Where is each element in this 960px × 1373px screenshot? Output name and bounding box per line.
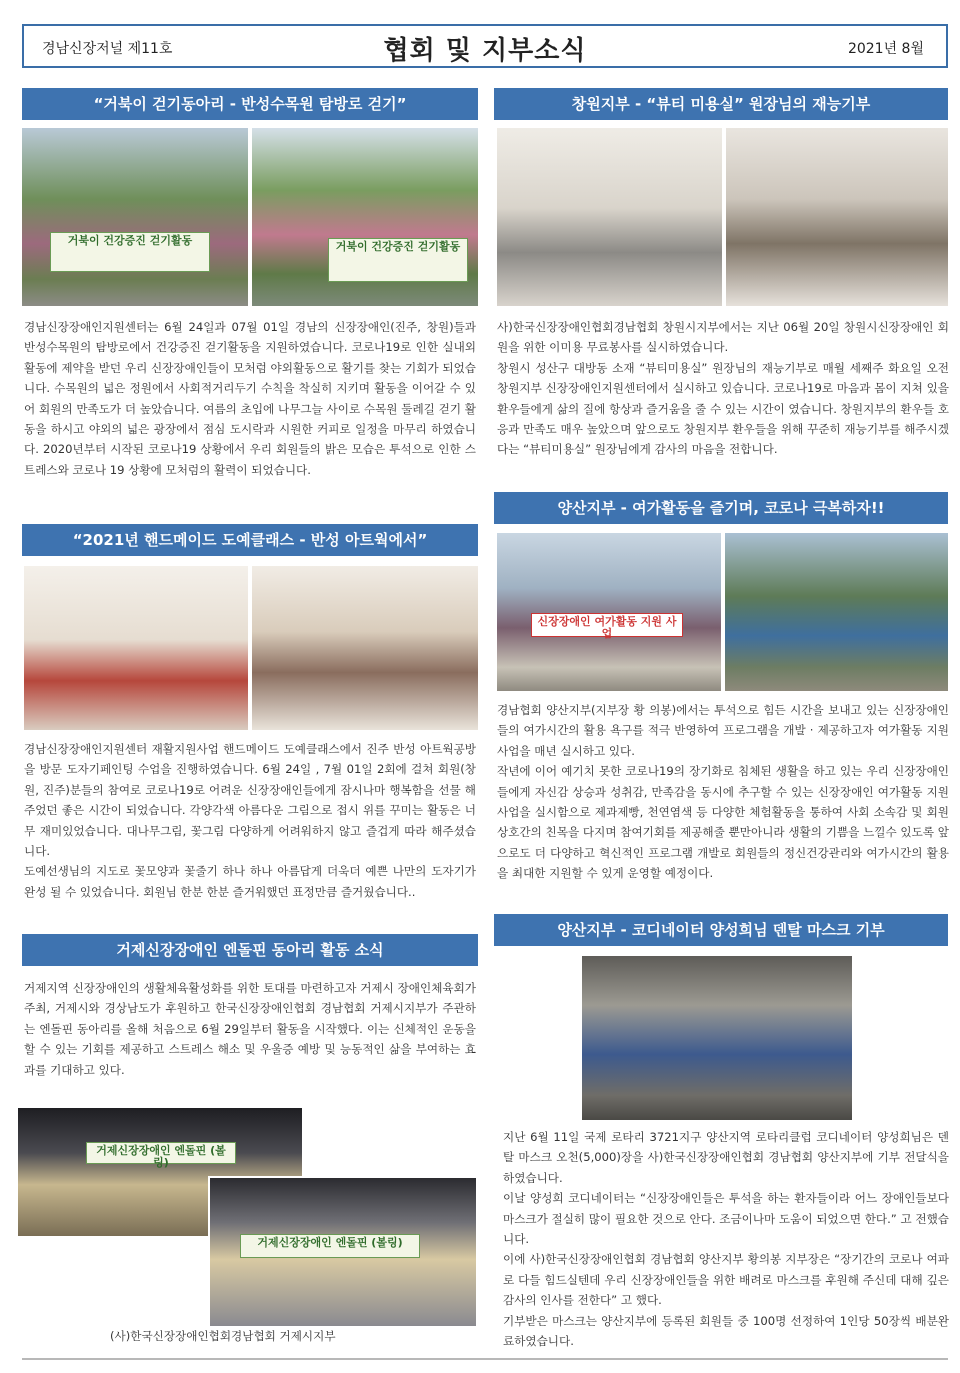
walk-body: 경남신장장애인지원센터는 6월 24일과 07월 01일 경남의 신장장애인(진주, 창원)들과 반성수목원의 탐방로에서 건강증진 걷기활동을 지원하였습니다. 코로나19로 인한 실내외 활동에 제약을 받던 우리 신장장애인들이 모처럼 야외활동으로 활기를 찾는 기회가 되었습니다. 수목원의 넓은 정원에서 사회적거리두기 수칙을 착실히 지키며 활동을 이어갈 수 있어 회원의 만족도가 더 높았습니다. 여름의 초입에 나무그늘 사이로 수목원 둘레길 걷기 활동을 하시고 야외의 넓은 광장에서 점심 도시락과 시원한 커피로 일정을 마무리 하였습니다. 2020년부터 시작된 코로나19 상황에서 우리 회원들의 밝은 모습은 투석으로 인한 스트레스와 코로나 19 상황에 모처럼의 활력이 되었습니다. bbox=[24, 320, 476, 477]
beauty-section-title: 창원지부 - “뷰티 미용실” 원장님의 재능기부 bbox=[494, 88, 948, 120]
mask-body: 지난 6월 11일 국제 로타리 3721지구 양산지역 로타리클럽 코디네이터 양성희님은 덴탈 마스크 오천(5,000)장을 사)한국신장장애인협회 경남협회 양산지부에 기부 전달식을 하였습니다. 이날 양성희 코디네이터는 “신장장애인들은 투석을 하는 환자들이라 어느 장애인들보다 마스크가 절실히 많이 필요한 것으로 안다. 조금이나마 도움이 되었으면 한다.” 고 전했습니다. 이에 사)한국신장장애인협회 경남협회 양산지부 황의봉 지부장은 “장기간의 코로나 여파로 다들 힘드실텐데 우리 신장장애인들을 위한 배려로 마스크를 후원해 주신데 대해 깊은 감사의 인사를 전한다” 고 했다. 기부받은 마스크는 양산지부에 등록된 회원들 중 100명 선정하여 1인당 50장씩 배분완료하였습니다. bbox=[503, 1130, 949, 1349]
bowling-banner-1: 거제신장장애인 엔돌핀 (볼링) bbox=[86, 1142, 236, 1164]
ceramic-body: 경남신장장애인지원센터 재활지원사업 핸드메이드 도예클래스에서 진주 반성 아트웍공방을 방문 도자기페인팅 수업을 진행하였습니다. 6월 24일 , 7월 01일 2회에 걸쳐 회원(창원, 진주)분들의 참여로 코로나19로 어려운 신장장애인들에게 잠시나마 행복함을 선물 해주었던 좋은 시간이 되었습니다. 각양각색 아름다운 그림으로 접시 위를 꾸미는 활동은 너무 재미있었습니다. 대나무그림, 꽃그림 다양하게 어려워하지 않고 즐겁게 따라 해주셨습니다. 도예선생님의 지도로 꽃모양과 꽃줄기 하나 하나 아름답게 더욱더 예쁜 나만의 도자기가 완성 될 수 있었습니다. 회원님 한분 한분 즐거워했던 표정만큼 즐거웠습니다.. bbox=[24, 742, 476, 899]
walk-banner-2: 거북이 건강증진 걷기활동 bbox=[328, 238, 468, 282]
bowling-photo-2 bbox=[208, 1176, 478, 1328]
walk-photo-2 bbox=[252, 128, 478, 306]
leisure-body: 경남협회 양산지부(지부장 황 의봉)에서는 투석으로 힘든 시간을 보내고 있는 신장장애인들의 여가시간의 활용 욕구를 적극 반영하여 프로그램을 개발 · 제공하고자 여가활동 지원사업을 매년 실시하고 있다. 작년에 이어 예기치 못한 코로나19의 장기화로 침체된 생활을 하고 있는 우리 신장장애인들에게 자신감 상승과 성취감, 만족감을 동시에 추구할 수 있는 신장장애인 여가활동 지원사업을 실시함으로 제과제빵, 천연염색 등 다양한 체험활동을 통하여 사회 소속감 및 회원 상호간의 친목을 다지며 참여기회를 제공해줄 뿐만아니라 생활의 기쁨을 느낄수 있도록 앞으로도 더 다양하고 혁신적인 프로그램 개발로 회원들의 정신건강관리와 여가시간의 활용을 최대한 지원할 수 있게 운영할 예정이다. bbox=[497, 703, 949, 881]
issue-date: 2021년 8월 bbox=[847, 41, 924, 57]
page-title: 협회 및 지부소식 bbox=[383, 36, 587, 66]
ceramic-section-title: “2021년 핸드메이드 도예클래스 - 반성 아트웍에서” bbox=[22, 524, 478, 556]
ceramic-photo-2 bbox=[252, 566, 478, 730]
ceramic-photo-1 bbox=[24, 566, 248, 730]
beauty-photo-2 bbox=[726, 128, 948, 306]
journal-issue: 경남신장저널 제11호 bbox=[42, 41, 173, 57]
walk-banner-1: 거북이 건강증진 걷기활동 bbox=[50, 232, 210, 272]
masthead bbox=[22, 24, 948, 68]
bowling-body: 거제지역 신장장애인의 생활체육활성화를 위한 토대를 마련하고자 거제시 장애인체육회가 주최, 거제시와 경상남도가 후원하고 한국신장장애인협회 경남협회 거제시지부가 주관하는 엔돌핀 동아리를 올해 처음으로 6월 29일부터 활동을 시작했다. 이는 신체적인 운동을 할 수 있는 기회를 제공하고 스트레스 해소 및 우울증 예방 및 능동적인 삶을 부여하는 효과를 기대하고 있다. bbox=[24, 981, 476, 1077]
bowling-caption: (사)한국신장장애인협회경남협회 거제시지부 bbox=[110, 1329, 336, 1343]
walk-photo-1 bbox=[22, 128, 248, 306]
beauty-body: 사)한국신장장애인협회경남협회 창원시지부에서는 지난 06월 20일 창원시신장장애인 회원을 위한 이미용 무료봉사를 실시하였습니다. 창원시 성산구 대방동 소재 “뷰티미용실” 원장님의 재능기부로 매월 세째주 화요일 오전 창원지부 신장장애인지원센터에서 실시하고 있습니다. 코로나19로 마음과 몸이 지쳐 있을 환우들에게 삶의 질에 항상과 즐거움을 줄 수 있는 시간이 였습니다. 창원지부의 환우들 호응과 만족도 매우 높았으며 앞으로도 창원지부 환우들을 위해 꾸준히 재능기부를 해주시겠다는 “뷰티미용실” 원장님에게 감사의 마음을 전합니다. bbox=[497, 320, 949, 457]
walk-section-title: “거북이 걷기동아리 - 반성수목원 탐방로 걷기” bbox=[22, 88, 478, 120]
mask-donation-photo bbox=[582, 956, 852, 1120]
bowling-section-title: 거제신장장애인 엔돌핀 동아리 활동 소식 bbox=[22, 934, 478, 966]
beauty-photo-1 bbox=[497, 128, 722, 306]
leisure-photo-1 bbox=[497, 533, 721, 691]
leisure-photo-2 bbox=[725, 533, 948, 691]
leisure-banner: 신장장애인 여가활동 지원 사업 bbox=[531, 613, 683, 637]
leisure-section-title: 양산지부 - 여가활동을 즐기며, 코로나 극복하자!! bbox=[494, 492, 948, 524]
bowling-banner-2: 거제신장장애인 엔돌핀 (볼링) bbox=[240, 1234, 420, 1258]
mask-section-title: 양산지부 - 코디네이터 양성희님 덴탈 마스크 기부 bbox=[494, 914, 948, 946]
footer-divider bbox=[22, 1358, 948, 1360]
